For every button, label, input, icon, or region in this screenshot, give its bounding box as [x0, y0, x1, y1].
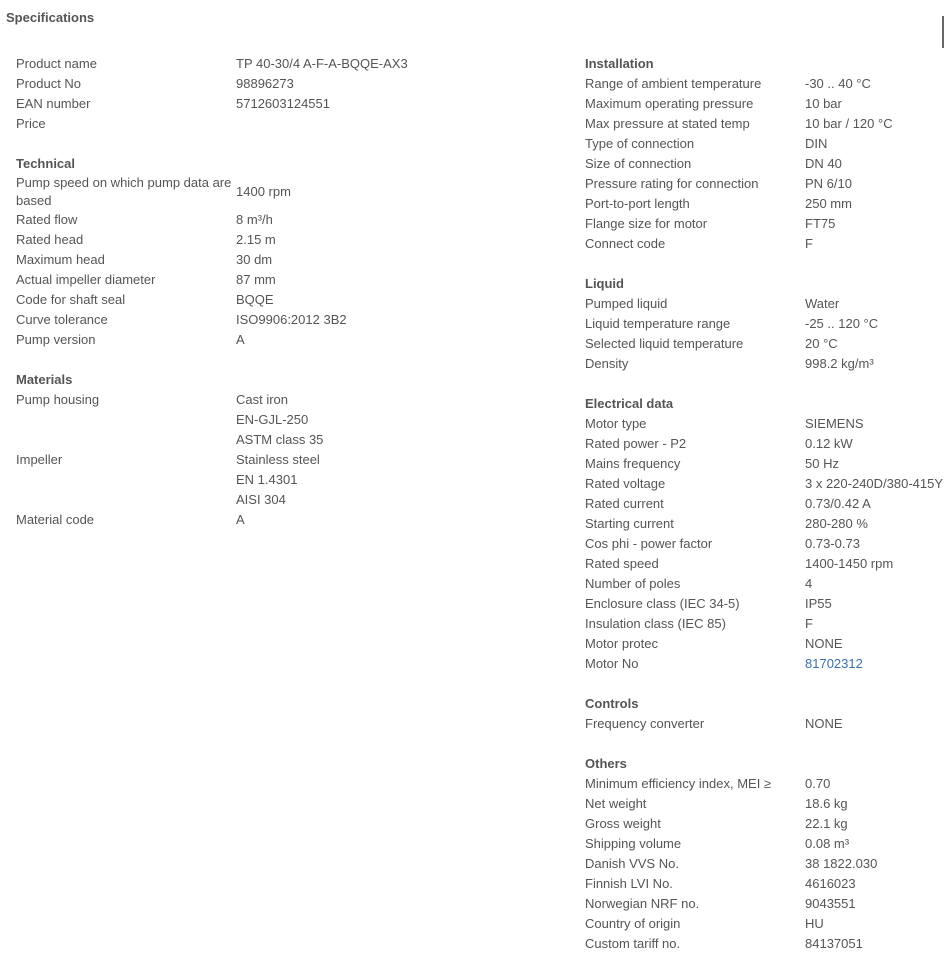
- spec-row: [16, 390, 576, 410]
- spec-label: Danish VVS No.: [585, 856, 679, 871]
- spec-row: [585, 634, 944, 654]
- spec-label: Rated power - P2: [585, 436, 687, 451]
- spec-row: [16, 54, 576, 74]
- spec-label: Product name: [16, 56, 97, 71]
- spec-label: Finnish LVI No.: [585, 876, 673, 891]
- spec-row: [16, 410, 576, 430]
- spec-row: [585, 514, 944, 534]
- spec-row: [585, 234, 944, 254]
- spec-row: [16, 270, 576, 290]
- spec-label: Enclosure class (IEC 34-5): [585, 596, 740, 611]
- general-section: [16, 54, 576, 134]
- spec-row: [585, 654, 944, 674]
- left-column: [16, 54, 576, 550]
- section-title: Installation: [585, 56, 654, 71]
- spec-value: 10 bar: [805, 96, 842, 111]
- spec-value: Cast iron: [236, 392, 289, 407]
- spec-value: 20 °C: [805, 336, 838, 351]
- spec-value: 87 mm: [236, 272, 276, 287]
- spec-label: Motor type: [585, 416, 647, 431]
- spec-label: Net weight: [585, 796, 647, 811]
- section-title: Electrical data: [585, 396, 674, 411]
- spec-label: Connect code: [585, 236, 666, 251]
- spec-value: F: [805, 616, 813, 631]
- spec-value: PN 6/10: [805, 176, 852, 191]
- materials-section: [16, 370, 576, 530]
- spec-label: Cos phi - power factor: [585, 536, 713, 551]
- spec-row: [585, 174, 944, 194]
- spec-label: Pumped liquid: [585, 296, 668, 311]
- others-section: [585, 754, 944, 954]
- spec-row: [585, 914, 944, 934]
- spec-label: Shipping volume: [585, 836, 682, 851]
- spec-label: Gross weight: [585, 816, 661, 831]
- spec-label: Pump speed on which pump data are based: [16, 175, 232, 208]
- spec-value: HU: [805, 916, 824, 931]
- spec-row: [585, 194, 944, 214]
- spec-value: 8 m³/h: [236, 212, 273, 227]
- spec-row: [585, 314, 944, 334]
- spec-label: Liquid temperature range: [585, 316, 731, 331]
- spec-row: [585, 74, 944, 94]
- electrical-section: [585, 394, 944, 674]
- spec-row: [585, 214, 944, 234]
- spec-label: Rated speed: [585, 556, 659, 571]
- spec-value: A: [236, 512, 245, 527]
- spec-label: Country of origin: [585, 916, 681, 931]
- spec-row: [16, 290, 576, 310]
- spec-row: [16, 230, 576, 250]
- spec-value: NONE: [805, 716, 843, 731]
- spec-value: 4616023: [805, 876, 856, 891]
- spec-row: [585, 934, 944, 954]
- spec-value: 1400 rpm: [236, 184, 291, 199]
- spec-value: 98896273: [236, 76, 294, 91]
- spec-value: 84137051: [805, 936, 863, 951]
- spec-value: 38 1822.030: [805, 856, 878, 871]
- section-title: Technical: [16, 156, 76, 171]
- spec-label: Pump housing: [16, 392, 100, 407]
- spec-value: 1400-1450 rpm: [805, 556, 894, 571]
- spec-row: [16, 74, 576, 94]
- spec-row: [16, 210, 576, 230]
- controls-section: [585, 694, 944, 734]
- spec-row: [585, 414, 944, 434]
- spec-row: [16, 470, 576, 490]
- spec-value: 5712603124551: [236, 96, 330, 111]
- spec-value: 280-280 %: [805, 516, 868, 531]
- spec-row: [16, 490, 576, 510]
- spec-label: Rated voltage: [585, 476, 666, 491]
- spec-label: Flange size for motor: [585, 216, 708, 231]
- spec-row: [585, 494, 944, 514]
- spec-label: Frequency converter: [585, 716, 705, 731]
- spec-value: A: [236, 332, 245, 347]
- spec-row: [585, 614, 944, 634]
- spec-value: DIN: [805, 136, 828, 151]
- spec-label: Rated flow: [16, 212, 78, 227]
- spec-value: 3 x 220-240D/380-415Y: [805, 476, 944, 491]
- spec-label: Number of poles: [585, 576, 681, 591]
- section-title: Others: [585, 756, 627, 771]
- motor-no-link[interactable]: 81702312: [805, 656, 863, 671]
- spec-value: 10 bar / 120 °C: [805, 116, 893, 131]
- spec-label: Size of connection: [585, 156, 692, 171]
- spec-value: EN 1.4301: [236, 472, 298, 487]
- spec-label: Rated current: [585, 496, 664, 511]
- spec-label: Motor protec: [585, 636, 658, 651]
- liquid-section: [585, 274, 944, 374]
- spec-label: Port-to-port length: [585, 196, 690, 211]
- spec-row: [585, 714, 944, 734]
- spec-value: SIEMENS: [805, 416, 864, 431]
- spec-row: [585, 554, 944, 574]
- spec-value: BQQE: [236, 292, 274, 307]
- spec-label: [16, 430, 236, 450]
- spec-value: -30 .. 40 °C: [805, 76, 871, 91]
- spec-value: 0.08 m³: [805, 836, 850, 851]
- spec-row: [585, 454, 944, 474]
- spec-value: 998.2 kg/m³: [805, 356, 874, 371]
- installation-section: [585, 54, 944, 254]
- spec-row: [16, 310, 576, 330]
- spec-label: Product No: [16, 76, 82, 91]
- spec-value: 0.12 kW: [805, 436, 853, 451]
- spec-label: Maximum operating pressure: [585, 96, 754, 111]
- spec-row: [585, 574, 944, 594]
- spec-value: 0.73-0.73: [805, 536, 860, 551]
- spec-label: Code for shaft seal: [16, 292, 126, 307]
- spec-label: Insulation class (IEC 85): [585, 616, 726, 631]
- section-title: Materials: [16, 372, 73, 387]
- spec-row: [585, 594, 944, 614]
- spec-value: 0.73/0.42 A: [805, 496, 871, 511]
- spec-value: [236, 114, 576, 134]
- spec-label: Norwegian NRF no.: [585, 896, 700, 911]
- spec-row: [16, 114, 576, 134]
- spec-label: Type of connection: [585, 136, 695, 151]
- spec-row: [585, 774, 944, 794]
- spec-row: [585, 874, 944, 894]
- spec-row: [585, 114, 944, 134]
- spec-label: Range of ambient temperature: [585, 76, 762, 91]
- spec-label: Rated head: [16, 232, 84, 247]
- spec-value: Water: [805, 296, 840, 311]
- section-title: Liquid: [585, 276, 624, 291]
- spec-label: EAN number: [16, 96, 91, 111]
- spec-label: Starting current: [585, 516, 674, 531]
- spec-value: EN-GJL-250: [236, 412, 309, 427]
- spec-label: Minimum efficiency index, MEI ≥: [585, 776, 772, 791]
- spec-row: [16, 450, 576, 470]
- spec-row: [585, 354, 944, 374]
- spec-row: [16, 174, 576, 210]
- spec-value: NONE: [805, 636, 843, 651]
- spec-value: -25 .. 120 °C: [805, 316, 879, 331]
- spec-row: [585, 794, 944, 814]
- section-title: Controls: [585, 696, 639, 711]
- spec-label: Curve tolerance: [16, 312, 108, 327]
- spec-value: ISO9906:2012 3B2: [236, 312, 347, 327]
- spec-value: ASTM class 35: [236, 432, 324, 447]
- right-column: [585, 54, 944, 974]
- spec-label: [16, 470, 236, 490]
- spec-label: [16, 410, 236, 430]
- spec-row: [585, 294, 944, 314]
- spec-label: Motor No: [585, 656, 639, 671]
- spec-label: Custom tariff no.: [585, 936, 681, 951]
- spec-row: [585, 854, 944, 874]
- spec-row: [16, 430, 576, 450]
- spec-row: [585, 94, 944, 114]
- spec-row: [16, 510, 576, 530]
- spec-value: AISI 304: [236, 492, 286, 507]
- spec-label: [16, 490, 236, 510]
- spec-label: Impeller: [16, 452, 63, 467]
- spec-row: [585, 434, 944, 454]
- spec-row: [585, 814, 944, 834]
- spec-label: Material code: [16, 512, 95, 527]
- spec-value: 50 Hz: [805, 456, 839, 471]
- spec-value: FT75: [805, 216, 836, 231]
- spec-label: Density: [585, 356, 629, 371]
- spec-value: Stainless steel: [236, 452, 320, 467]
- spec-row: [585, 894, 944, 914]
- spec-label: Pressure rating for connection: [585, 176, 759, 191]
- spec-row: [16, 250, 576, 270]
- spec-label: Price: [16, 116, 46, 131]
- spec-value: DN 40: [805, 156, 842, 171]
- spec-value: 30 dm: [236, 252, 273, 267]
- spec-row: [585, 134, 944, 154]
- page-title: Specifications: [6, 10, 95, 25]
- spec-value: 0.70: [805, 776, 831, 791]
- spec-row: [585, 474, 944, 494]
- spec-label: Maximum head: [16, 252, 105, 267]
- spec-label: Pump version: [16, 332, 96, 347]
- spec-label: Mains frequency: [585, 456, 681, 471]
- spec-row: [585, 334, 944, 354]
- spec-row: [16, 94, 576, 114]
- spec-row: [585, 534, 944, 554]
- spec-row: [585, 154, 944, 174]
- spec-label: Actual impeller diameter: [16, 272, 156, 287]
- spec-value: 18.6 kg: [805, 796, 848, 811]
- spec-value: IP55: [805, 596, 832, 611]
- spec-value: 4: [805, 576, 813, 591]
- spec-row: [16, 330, 576, 350]
- spec-value: F: [805, 236, 813, 251]
- spec-row: [585, 834, 944, 854]
- spec-label: Selected liquid temperature: [585, 336, 744, 351]
- spec-value: 250 mm: [805, 196, 852, 211]
- spec-value: 22.1 kg: [805, 816, 848, 831]
- spec-label: Max pressure at stated temp: [585, 116, 750, 131]
- spec-value: 2.15 m: [236, 232, 276, 247]
- technical-section: [16, 154, 576, 350]
- spec-value: 9043551: [805, 896, 856, 911]
- spec-value: TP 40-30/4 A-F-A-BQQE-AX3: [236, 56, 408, 71]
